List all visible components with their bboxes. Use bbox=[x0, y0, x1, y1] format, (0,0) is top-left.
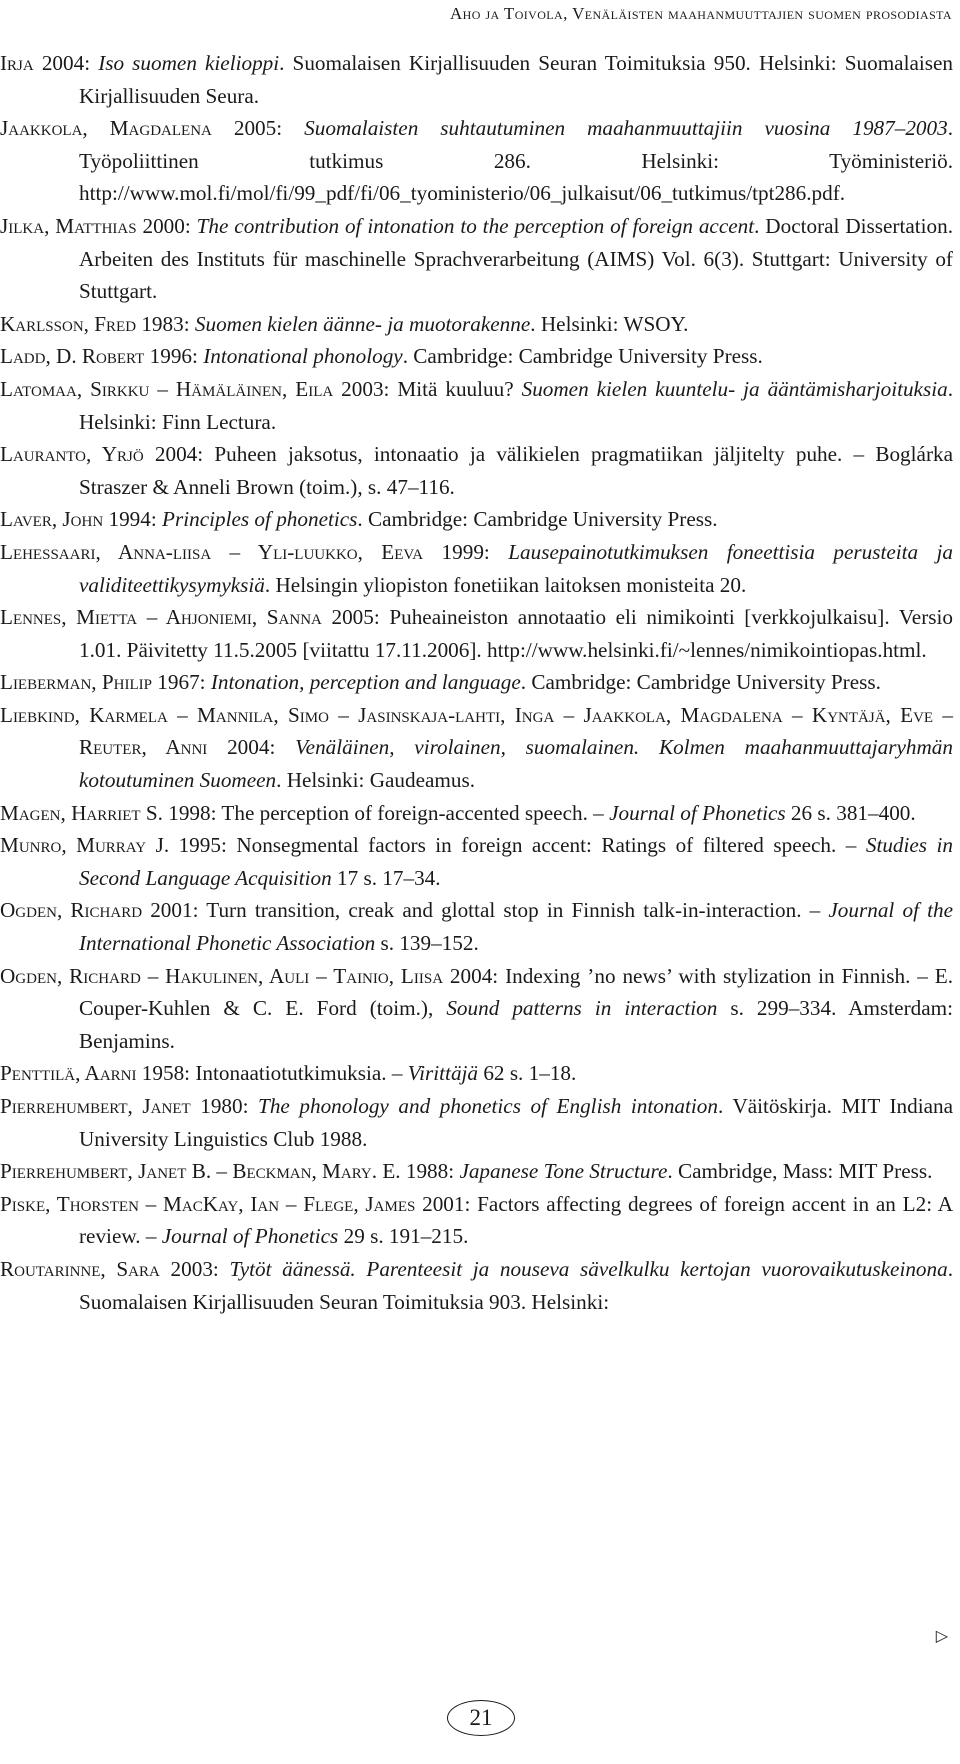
reference-text: 2001: Factors affecting degrees of foreign accent in an L2: A review. – bbox=[79, 1191, 953, 1249]
reference-title: Intonation, perception and language bbox=[210, 670, 521, 695]
reference-text: . Cambridge: Cambridge University Press. bbox=[520, 670, 881, 695]
reference-text: s. 139–152. bbox=[375, 931, 479, 956]
reference-author: Ogden, Richard bbox=[0, 898, 143, 923]
reference-author: Penttilä, Aarni bbox=[0, 1061, 137, 1086]
reference-entry bbox=[0, 438, 953, 503]
reference-entry bbox=[0, 1188, 953, 1253]
reference-text: . Suomalaisen Kirjallisuuden Seuran Toimituksia 950. Helsinki: Suomalaisen Kirjallisuuden Seura. bbox=[79, 51, 953, 108]
reference-title: Intonational phonology bbox=[203, 344, 403, 369]
reference-text: s. 299–334. Amsterdam: Benjamins. bbox=[79, 996, 953, 1053]
reference-author: Magen, Harriet bbox=[0, 800, 141, 825]
reference-entry bbox=[0, 960, 953, 1058]
reference-text: 2005: Puheaineiston annotaatio eli nimikointi [verkkojulkaisu]. Versio 1.01. Päivitetty 11.5.2005 [viitattu 17.11.2006]. http://www.helsinki.fi/~lennes/nimikointiopas.html. bbox=[79, 605, 953, 662]
reference-title: Journal of Phonetics bbox=[161, 1224, 339, 1249]
reference-text: 1967: bbox=[151, 670, 211, 695]
reference-text: 2000: bbox=[136, 213, 197, 238]
reference-text: 1994: bbox=[103, 507, 163, 532]
reference-title: Principles of phonetics bbox=[162, 507, 358, 532]
reference-title: Suomen kielen äänne- ja muotorakenne bbox=[194, 311, 531, 336]
reference-entry bbox=[0, 112, 953, 210]
reference-author: Pierrehumbert, Janet bbox=[0, 1094, 191, 1118]
reference-title: Venäläinen, virolainen, suomalainen. Kolmen maahanmuuttajaryhmän kotoutuminen Suomeen bbox=[79, 735, 953, 793]
reference-text: 2003: Mitä kuuluu? bbox=[333, 376, 522, 401]
reference-text: . Helsinki: Gaudeamus. bbox=[276, 768, 476, 793]
reference-title: Studies in Second Language Acquisition bbox=[79, 833, 954, 890]
reference-title: Journal of Phonetics bbox=[609, 800, 786, 825]
reference-text: 2004: Puheen jaksotus, intonaatio ja välikielen pragmatiikan jäljitelty puhe. – Boglárka Straszer & Anneli Brown (toim.), s. 47–116. bbox=[79, 442, 953, 499]
reference-text: 2004: bbox=[33, 51, 99, 75]
reference-author: Routarinne, Sara bbox=[0, 1256, 160, 1281]
reference-text: 29 s. 191–215. bbox=[338, 1224, 469, 1249]
reference-title: Suomen kielen kuuntelu- ja ääntämisharjoituksia bbox=[521, 376, 948, 401]
reference-text: 2005: bbox=[211, 116, 305, 141]
reference-author: Jilka, Matthias bbox=[0, 213, 137, 238]
reference-text: . Helsingin yliopiston fonetiikan laitoksen monisteita 20. bbox=[264, 572, 747, 597]
reference-author: Ogden, Richard – Hakulinen, Auli – Tainio, Liisa bbox=[0, 963, 444, 988]
reference-entry bbox=[0, 1057, 953, 1090]
reference-entry bbox=[0, 503, 953, 536]
reference-author: Laver, John bbox=[0, 507, 104, 532]
reference-entry bbox=[0, 373, 953, 438]
reference-entry bbox=[0, 894, 953, 959]
reference-title: Suomalaisten suhtautuminen maahanmuuttajiin vuosina 1987–2003 bbox=[304, 116, 948, 141]
reference-text: . Helsinki: WSOY. bbox=[530, 311, 689, 336]
reference-text: 2004: Indexing ’no news’ with stylization in Finnish. – E. Couper-Kuhlen & C. E. Ford (toim.), bbox=[79, 963, 953, 1021]
reference-entry bbox=[0, 666, 953, 699]
reference-author: Lennes, Mietta – Ahjoniemi, Sanna bbox=[0, 605, 322, 630]
reference-author: Latomaa, Sirkku – Hämäläinen, Eila bbox=[0, 376, 334, 401]
reference-text: 62 s. 1–18. bbox=[478, 1061, 577, 1086]
reference-author: Lieberman, Philip bbox=[0, 670, 152, 695]
reference-entry bbox=[0, 699, 953, 797]
reference-title: Sound patterns in interaction bbox=[446, 996, 718, 1021]
reference-entry bbox=[0, 1155, 953, 1188]
reference-entry bbox=[0, 829, 953, 894]
reference-author: Lauranto, Yrjö bbox=[0, 442, 144, 467]
reference-text: . Helsinki: Finn Lectura. bbox=[79, 376, 953, 434]
reference-author: Ladd, D. Robert bbox=[0, 344, 145, 369]
reference-title: Tytöt äänessä. Parenteesit ja nouseva sävelkulku kertojan vuorovaikutuskeinona bbox=[229, 1256, 948, 1281]
reference-entry bbox=[0, 797, 953, 830]
reference-text: . Cambridge, Mass: MIT Press. bbox=[667, 1159, 933, 1184]
reference-text: 26 s. 381–400. bbox=[785, 800, 916, 825]
reference-author: Karlsson, Fred bbox=[0, 311, 137, 336]
reference-entry bbox=[0, 1090, 953, 1155]
reference-text: 17 s. 17–34. bbox=[331, 865, 441, 890]
reference-author: Liebkind, Karmela – Mannila, Simo – Jasinskaja-lahti, Inga – Jaakkola, Magdalena – Kyntäjä, Eve – Reuter, Anni bbox=[0, 702, 953, 760]
reference-text: . E. 1988: bbox=[371, 1159, 460, 1184]
reference-title: Journal of the International Phonetic Association bbox=[79, 898, 953, 956]
reference-title: Japanese Tone Structure bbox=[459, 1159, 668, 1184]
reference-text: 1996: bbox=[144, 344, 204, 369]
reference-entry bbox=[0, 536, 953, 601]
reference-list bbox=[0, 47, 953, 1318]
reference-author: Lehessaari, Anna-liisa – Yli-luukko, Eeva bbox=[0, 539, 424, 564]
reference-entry bbox=[0, 210, 953, 308]
continue-arrow-icon: ▷ bbox=[935, 1628, 948, 1645]
reference-title: The contribution of intonation to the perception of foreign accent bbox=[196, 213, 755, 238]
reference-text: . Cambridge: Cambridge University Press. bbox=[357, 507, 718, 532]
reference-text: B. – bbox=[186, 1159, 233, 1184]
reference-entry bbox=[0, 601, 953, 666]
reference-author: Irja bbox=[0, 51, 34, 75]
reference-text: 1999: bbox=[423, 539, 509, 564]
reference-author: Beckman, Mary bbox=[232, 1159, 372, 1184]
reference-title: Iso suomen kielioppi bbox=[98, 51, 280, 75]
reference-author: Munro, Murray bbox=[0, 833, 147, 858]
reference-title: The phonology and phonetics of English intonation bbox=[258, 1094, 718, 1118]
reference-author: Pierrehumbert, Janet bbox=[0, 1159, 187, 1184]
reference-text: S. 1998: The perception of foreign-accented speech. – bbox=[140, 800, 610, 825]
running-head: Aho ja Toivola, Venäläisten maahanmuuttajien suomen prosodiasta bbox=[449, 4, 952, 23]
reference-entry bbox=[0, 340, 953, 373]
reference-text: 1983: bbox=[136, 311, 195, 336]
reference-text: 1958: Intonaatiotutkimuksia. – bbox=[136, 1061, 408, 1086]
reference-text: . Cambridge: Cambridge University Press. bbox=[402, 344, 763, 369]
reference-author: Piske, Thorsten – MacKay, Ian – Flege, James bbox=[0, 1191, 416, 1216]
reference-text: . Suomalaisen Kirjallisuuden Seuran Toimituksia 903. Helsinki: bbox=[79, 1256, 954, 1314]
reference-title: Lausepainotutkimuksen foneettisia perusteita ja validiteettikysymyksiä bbox=[79, 539, 954, 597]
reference-entry bbox=[0, 308, 953, 341]
reference-text: 2004: bbox=[207, 735, 296, 760]
reference-entry bbox=[0, 1253, 953, 1318]
page-number: 21 bbox=[447, 1700, 515, 1736]
reference-text: . Doctoral Dissertation. Arbeiten des Instituts für maschinelle Sprachverarbeitung (AIMS) Vol. 6(3). Stuttgart: University of Stuttgart. bbox=[79, 213, 954, 304]
reference-text: 2003: bbox=[159, 1256, 230, 1281]
reference-author: Jaakkola, Magdalena bbox=[0, 116, 212, 141]
reference-text: 2001: Turn transition, creak and glottal stop in Finnish talk-in-interaction. – bbox=[142, 898, 829, 923]
reference-text: J. 1995: Nonsegmental factors in foreign accent: Ratings of filtered speech. – bbox=[146, 833, 866, 858]
reference-title: Virittäjä bbox=[407, 1061, 479, 1086]
reference-text: . Työpoliittinen tutkimus 286. Helsinki: Työministeriö. http://www.mol.fi/mol/fi/99_pdf/fi/06_tyoministerio/06_julkaisut/06_tutkimus/tpt286.pdf. bbox=[79, 116, 953, 206]
reference-text: 1980: bbox=[190, 1094, 259, 1118]
reference-text: . Väitöskirja. MIT Indiana University Linguistics Club 1988. bbox=[79, 1094, 953, 1151]
reference-entry bbox=[0, 47, 953, 112]
